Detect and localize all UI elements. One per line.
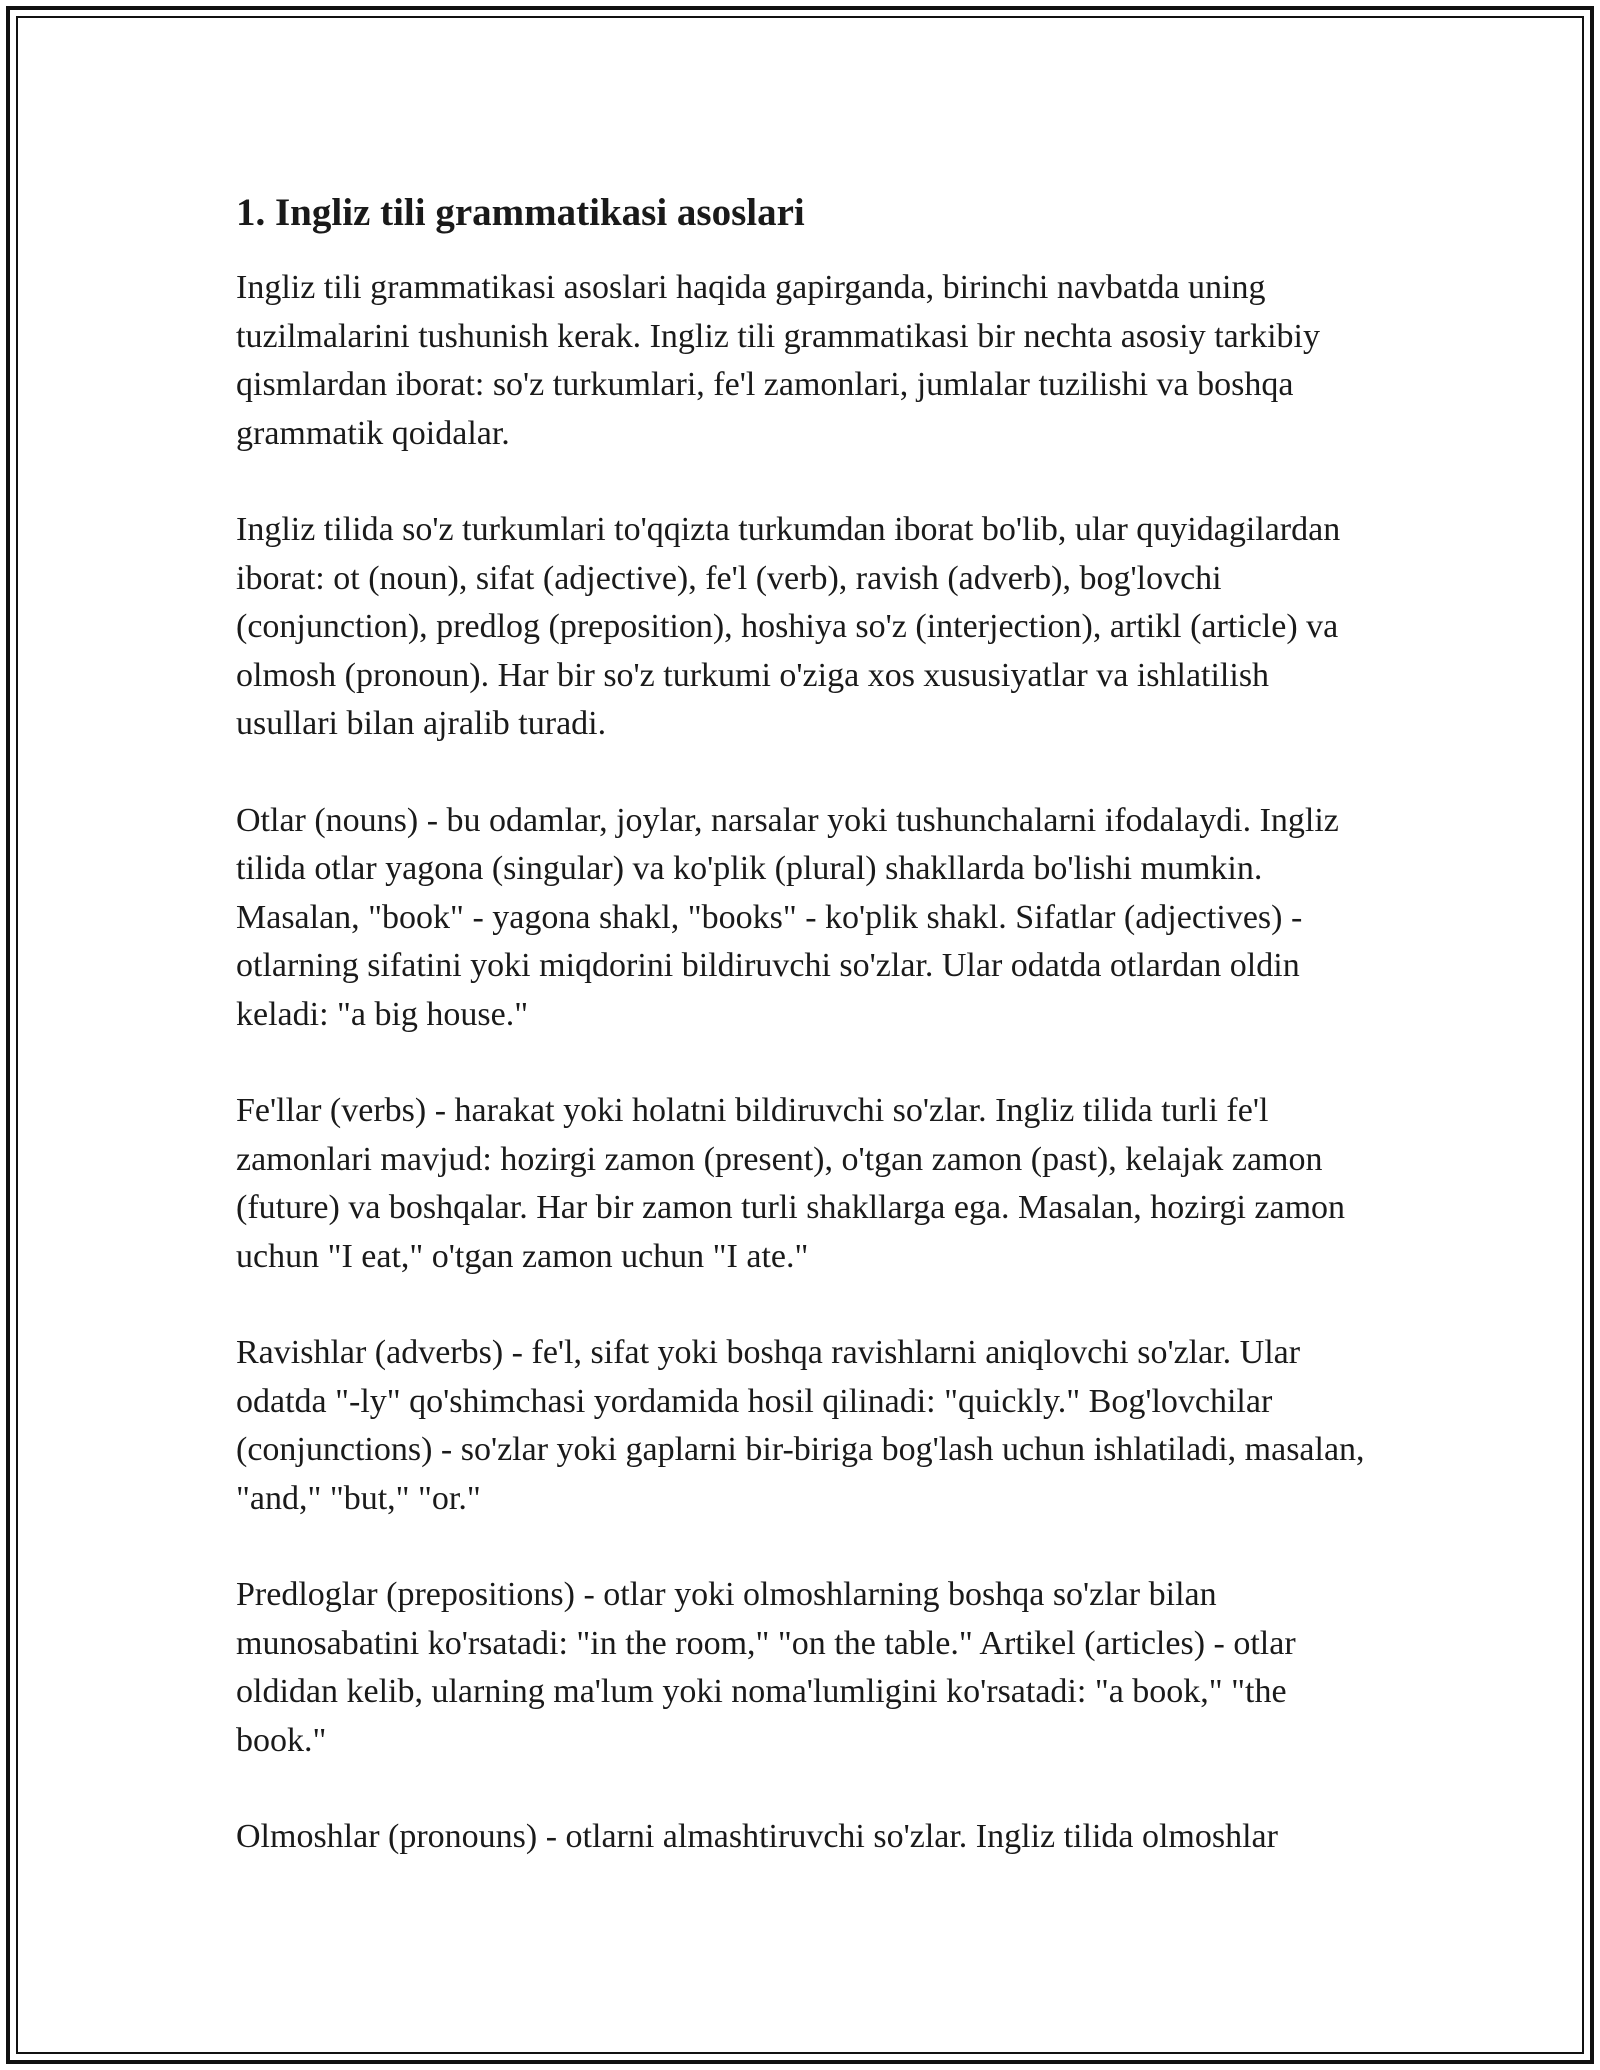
paragraph-parts-of-speech: Ingliz tilida so'z turkumlari to'qqizta turkumdan iborat bo'lib, ular quyidagilardan iborat: ot (noun), sifat (adjective), fe'l (verb), ravish (adverb), bog'lovchi (conjunction), predlog (preposition), hoshiya so'z (interjection), artikl (article) va olmosh (pronoun). Har bir so'z turkumi o'ziga xos xususiyatlar va ishlatilish usullari bilan ajralib turadi. [236,511,1341,742]
paragraph-adverbs-conjunctions: Ravishlar (adverbs) - fe'l, sifat yoki boshqa ravishlarni aniqlovchi so'zlar. Ular odatda "-ly" qo'shimchasi yordamida hosil qilinadi: "quickly." Bog'lovchilar (conjunctions) - so'zlar yoki gaplarni bir-biriga bog'lash uchun ishlatiladi, masalan, "and," "but," "or." [236,1334,1365,1517]
paragraph-verbs: Fe'llar (verbs) - harakat yoki holatni bildiruvchi so'zlar. Ingliz tilida turli fe'l zamonlari mavjud: hozirgi zamon (present), o'tgan zamon (past), kelajak zamon (future) va boshqalar. Har bir zamon turli shakllarga ega. Masalan, hozirgi zamon uchun "I eat," o'tgan zamon uchun "I ate." [236,1092,1346,1275]
document-body [236,188,1376,1910]
paragraph-nouns-adjectives: Otlar (nouns) - bu odamlar, joylar, narsalar yoki tushunchalarni ifodalaydi. Ingliz tilida otlar yagona (singular) va ko'plik (plural) shakllarda bo'lishi mumkin. Masalan, "book" - yagona shakl, "books" - ko'plik shakl. Sifatlar (adjectives) - otlarning sifatini yoki miqdorini bildiruvchi so'zlar. Ular odatda otlardan oldin keladi: "a big house." [236,801,1339,1033]
paragraph-intro: Ingliz tili grammatikasi asoslari haqida gapirganda, birinchi navbatda uning tuzilmalarini tushunish kerak. Ingliz tili grammatikasi bir nechta asosiy tarkibiy qismlardan iborat: so'z turkumlari, fe'l zamonlari, jumlalar tuzilishi va boshqa grammatik qoidalar. [236,269,1320,452]
paragraph-prepositions-articles: Predloglar (prepositions) - otlar yoki olmoshlarning boshqa so'zlar bilan munosabatini ko'rsatadi: "in the room," "on the table." Artikel (articles) - otlar oldidan kelib, ularning ma'lum yoki noma'lumligini ko'rsatadi: "a book," "the book." [236,1576,1296,1759]
paragraph-pronouns: Olmoshlar (pronouns) - otlarni almashtiruvchi so'zlar. Ingliz tilida olmoshlar [236,1818,1278,1855]
section-heading: 1. Ingliz tili grammatikasi asoslari [236,191,805,234]
